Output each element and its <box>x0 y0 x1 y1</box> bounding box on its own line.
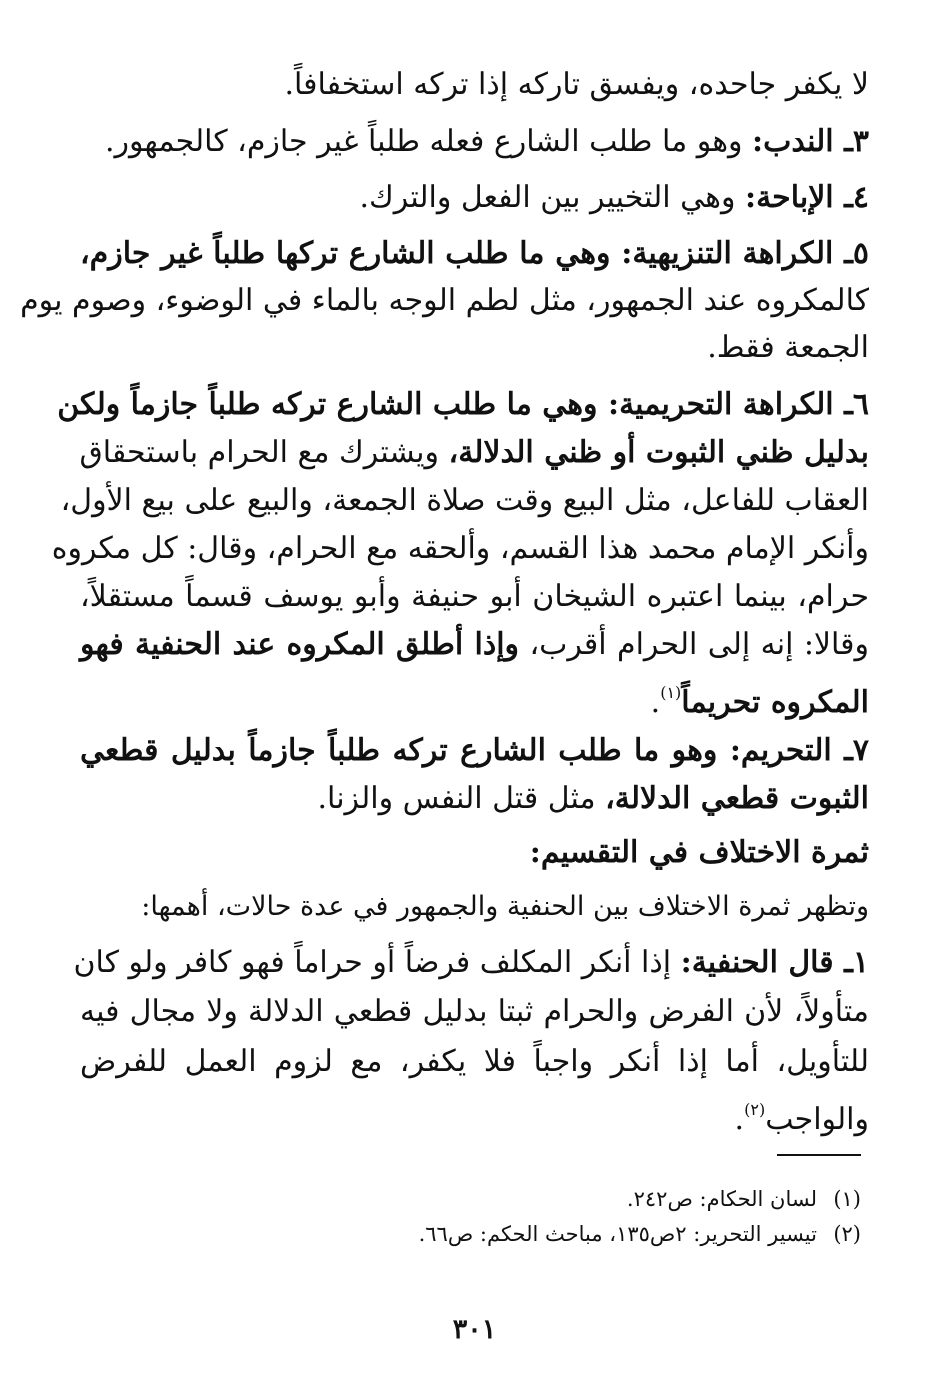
page-number: ٣٠١ <box>452 1314 497 1345</box>
line-text: الثبوت قطعي الدلالة، <box>605 781 869 816</box>
text-line <box>80 122 869 162</box>
line-text: مثل قتل النفس والزنا. <box>317 781 606 816</box>
text-line <box>80 992 869 1032</box>
footnote-marker: (١) <box>660 683 682 702</box>
line-text: إذا أنكر المكلف فرضاً أو حراماً فهو كافر ولو كان <box>73 945 672 980</box>
line-text: المكروه تحريماً <box>681 685 869 720</box>
section-label: ٤ـ الإباحة: <box>745 180 869 215</box>
text-line <box>80 433 869 473</box>
section-heading <box>80 833 869 873</box>
text-line <box>80 65 869 105</box>
line-text: للتأويل، أما إذا أنكر واجباً فلا يكفر، مع لزوم العمل للفرض <box>80 1044 869 1079</box>
section-label: ١ـ قال الحنفية: <box>680 945 869 980</box>
line-text: متأولاً، لأن الفرض والحرام ثبتا بدليل قطعي الدلالة ولا مجال فيه <box>80 994 869 1029</box>
text-line <box>80 625 869 665</box>
line-text: الجمعة فقط. <box>707 330 869 365</box>
section-label: ٧ـ التحريم: <box>729 733 870 768</box>
text-line <box>80 1042 869 1082</box>
line-text: وهو ما طلب الشارع فعله طلباً غير جازم، كالجمهور. <box>104 124 743 159</box>
line-text: والواجب <box>765 1102 869 1137</box>
text-line <box>60 481 869 521</box>
line-text: العقاب للفاعل، مثل البيع وقت صلاة الجمعة، والبيع على بيع الأول، <box>60 483 869 518</box>
line-text: . <box>650 685 661 720</box>
footnote <box>80 1219 861 1249</box>
footnote <box>80 1184 861 1214</box>
line-text: وقالا: إنه إلى الحرام أقرب، <box>519 627 870 662</box>
footnote-number: (١) <box>833 1187 861 1211</box>
heading-text: ثمرة الاختلاف في التقسيم: <box>529 835 869 870</box>
section-label: ٣ـ الندب: <box>752 124 869 159</box>
text-line <box>80 577 869 617</box>
text-line <box>80 328 869 368</box>
line-text: وهي ما طلب الشارع تركه طلباً جازماً ولكن <box>57 387 598 422</box>
footnote-text: لسان الحكام: ص٢٤٢. <box>626 1187 817 1211</box>
line-text: . <box>734 1102 745 1137</box>
line-text: وتظهر ثمرة الاختلاف بين الحنفية والجمهور في عدة حالات، أهمها: <box>141 891 869 922</box>
line-text: كالمكروه عند الجمهور، مثل لطم الوجه بالماء في الوضوء، وصوم يوم <box>20 283 869 318</box>
text-line <box>80 779 869 819</box>
text-line <box>57 385 869 425</box>
line-text: حرام، بينما اعتبره الشيخان أبو حنيفة وأبو يوسف قسماً مستقلاً، <box>80 579 869 614</box>
text-line <box>80 887 869 927</box>
line-text: بدليل ظني الثبوت أو ظني الدلالة، <box>448 435 869 470</box>
line-text: لا يكفر جاحده، ويفسق تاركه إذا تركه استخفافاً. <box>284 67 869 102</box>
footnote-separator <box>777 1154 861 1156</box>
line-text: وهي ما طلب الشارع تركها طلباً غير جازم، <box>80 236 611 271</box>
text-line <box>80 673 869 723</box>
line-text: وأنكر الإمام محمد هذا القسم، وألحقه مع الحرام، وقال: كل مكروه <box>51 531 869 566</box>
section-label: ٥ـ الكراهة التنزيهية: <box>621 236 869 271</box>
footnote-marker: (٢) <box>744 1100 766 1119</box>
footnote-text: تيسير التحرير: ٢ص١٣٥، مباحث الحكم: ص٦٦. <box>418 1222 817 1246</box>
text-line <box>80 234 869 274</box>
line-text: وهو ما طلب الشارع تركه طلباً جازماً بدليل قطعي <box>80 733 718 768</box>
text-line <box>51 529 869 569</box>
text-line <box>80 731 869 771</box>
text-line <box>73 943 869 983</box>
footnote-number: (٢) <box>833 1222 861 1246</box>
section-label: ٦ـ الكراهة التحريمية: <box>608 387 869 422</box>
line-text: وإذا أطلق المكروه عند الحنفية فهو <box>80 627 520 662</box>
text-line <box>80 178 869 218</box>
text-line <box>80 1090 869 1140</box>
line-text: ويشترك مع الحرام باستحقاق <box>79 435 449 470</box>
line-text: وهي التخيير بين الفعل والترك. <box>359 180 736 215</box>
text-line <box>20 281 869 321</box>
